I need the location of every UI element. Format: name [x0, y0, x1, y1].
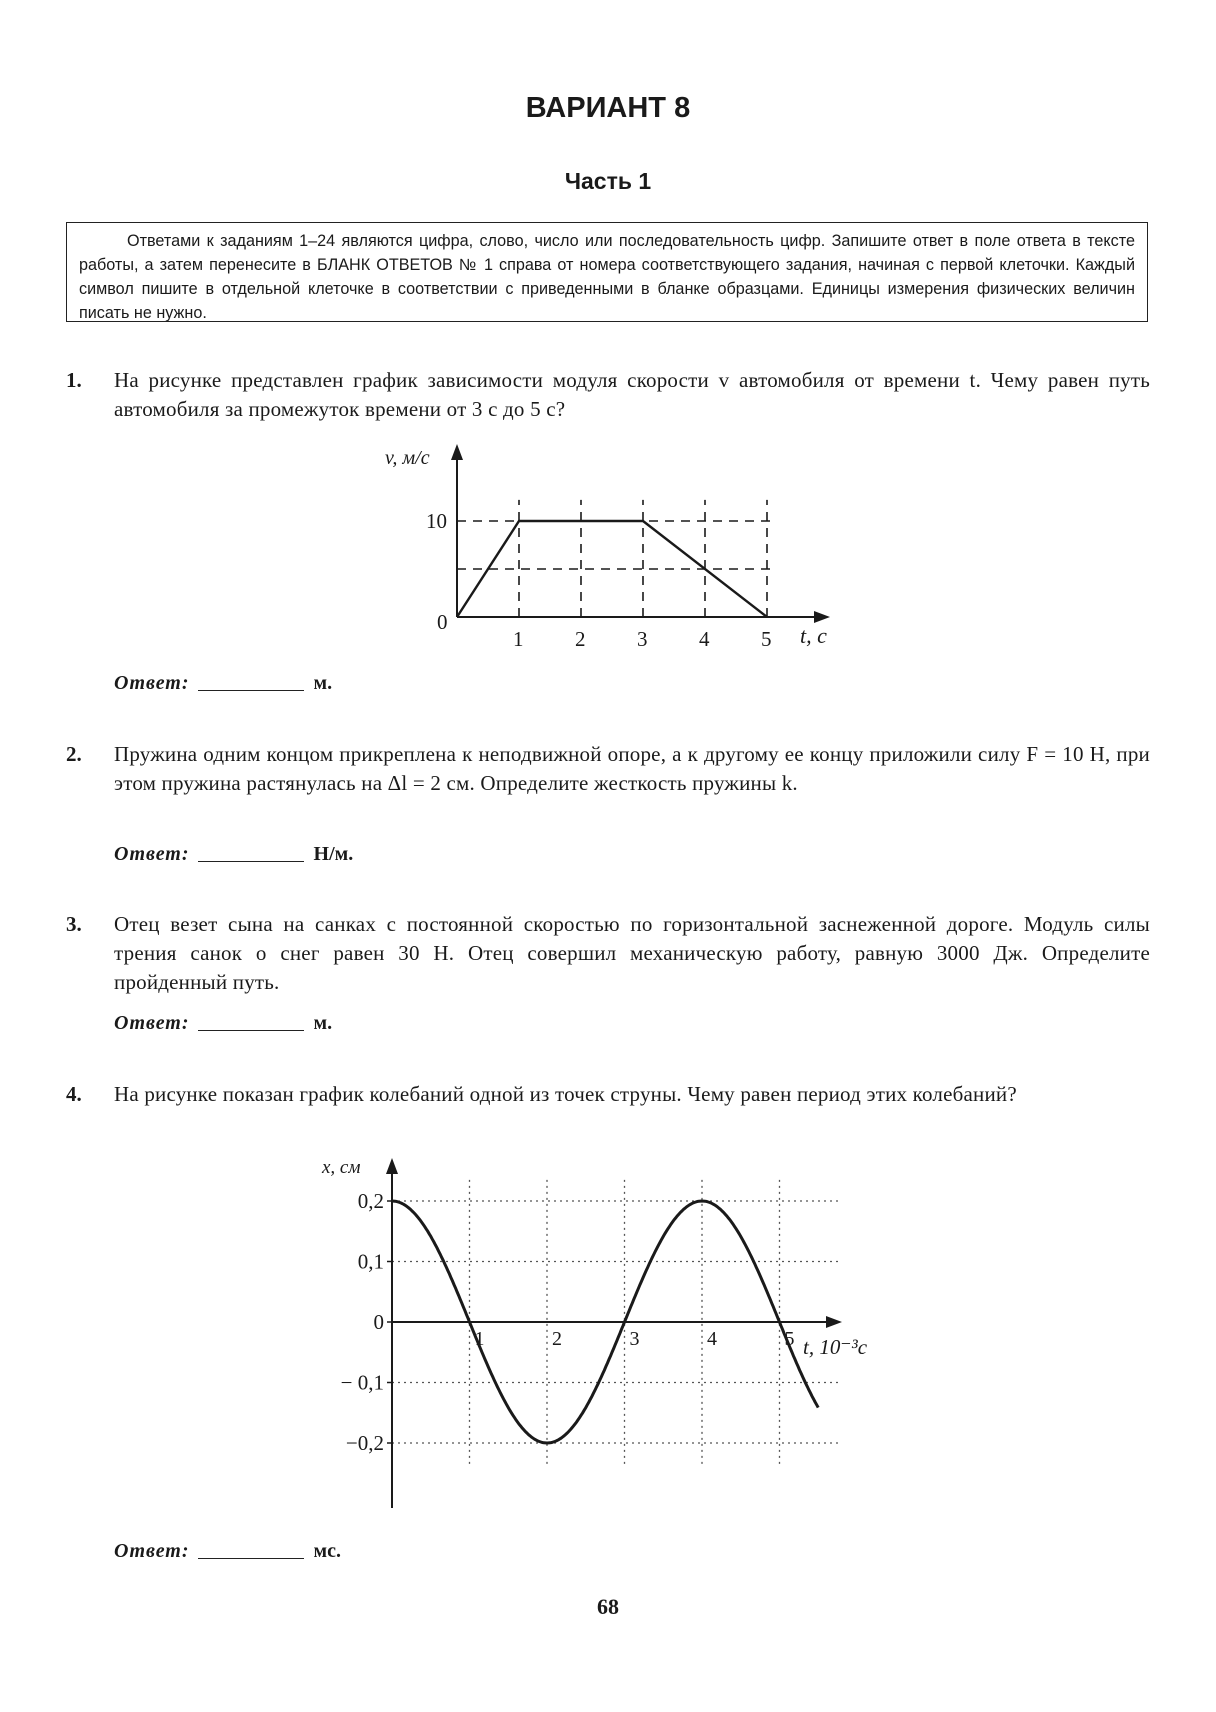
answer-label: Ответ: [114, 1012, 190, 1034]
x-tick-label: 2 [552, 1328, 562, 1350]
task-text: На рисунке показан график колебаний одной из точек струны. Чему равен период этих колебаний? [114, 1082, 1017, 1106]
x-tick-label: 3 [637, 627, 648, 651]
answer-unit: мс. [313, 1540, 342, 1562]
x-tick-label: 2 [575, 627, 586, 651]
task-number: 3. [66, 912, 82, 936]
y-axis-label: x, см [322, 1157, 361, 1178]
chart-axes [386, 1158, 842, 1508]
answer-unit: м. [313, 1012, 333, 1034]
x-tick-label: 4 [699, 627, 710, 651]
x-axis-arrow [826, 1316, 842, 1328]
answer-label: Ответ: [114, 843, 190, 865]
x-axis-label: t, с [800, 623, 827, 648]
x-tick-label: 5 [784, 1328, 795, 1350]
answer-field[interactable] [198, 1558, 304, 1559]
task-text: На рисунке представлен график зависимости модуля скорости v автомобиля от времени t. Чему равен путь автомобиля за промежуток времени от 3 с до 5 с? [114, 368, 1150, 421]
task-text: Пружина одним концом прикреплена к неподвижной опоре, а к другому ее концу приложили силу F = 10 Н, при этом пружина растянулась на Δl = 2 см. Определите жесткость пружины k. [114, 742, 1150, 795]
y-tick-label: − 0,1 [340, 1370, 384, 1395]
variant-title: ВАРИАНТ 8 [525, 92, 691, 124]
x-tick-label: 3 [629, 1328, 640, 1350]
y-tick-label: 0 [373, 1310, 384, 1334]
x-tick-label: 1 [513, 627, 524, 651]
task-number: 4. [66, 1082, 82, 1106]
page-number: 68 [597, 1594, 619, 1619]
task-text: Отец везет сына на санках с постоянной скоростью по горизонтальной заснеженной дороге. Модуль силы трения санок о снег равен 30 Н. Отец совершил механическую работу, равную 3000 Дж. Определите пройденный путь. [114, 912, 1150, 994]
y-tick-label: −0,2 [345, 1431, 384, 1455]
answer-label: Ответ: [114, 1540, 190, 1562]
task-number: 1. [66, 368, 82, 392]
y-tick-label: 0,2 [357, 1189, 384, 1213]
x-axis-label: t, 10⁻³с [803, 1335, 868, 1359]
x-tick-label: 4 [707, 1328, 717, 1350]
y-tick-label: 10 [426, 509, 447, 533]
part-title: Часть 1 [564, 168, 652, 194]
x-tick-label: 1 [474, 1328, 485, 1350]
x-tick-label: 5 [761, 627, 772, 651]
instructions-box: Ответами к заданиям 1–24 являются цифра, слово, число или последовательность цифр. Запишите ответ в поле ответа в тексте работы, а затем перенесите в БЛАНК ОТВЕТОВ № 1 справа от номера соответствующего задания, начиная с первой клеточки. Каждый символ пишите в отдельной клеточке в соответствии с приведенными в бланке образцами. Единицы измерения физических величин писать не нужно. [66, 222, 1148, 322]
y-axis-label: v, м/с [385, 447, 430, 469]
y-axis-arrow [386, 1158, 398, 1174]
answer-unit: м. [313, 672, 333, 694]
y-tick-label: 0 [437, 610, 448, 634]
task-number: 2. [66, 742, 82, 766]
answer-unit: Н/м. [313, 843, 354, 865]
answer-label: Ответ: [114, 672, 190, 694]
y-tick-label: 0,1 [357, 1249, 384, 1274]
answer-row-4 [114, 1540, 341, 1563]
